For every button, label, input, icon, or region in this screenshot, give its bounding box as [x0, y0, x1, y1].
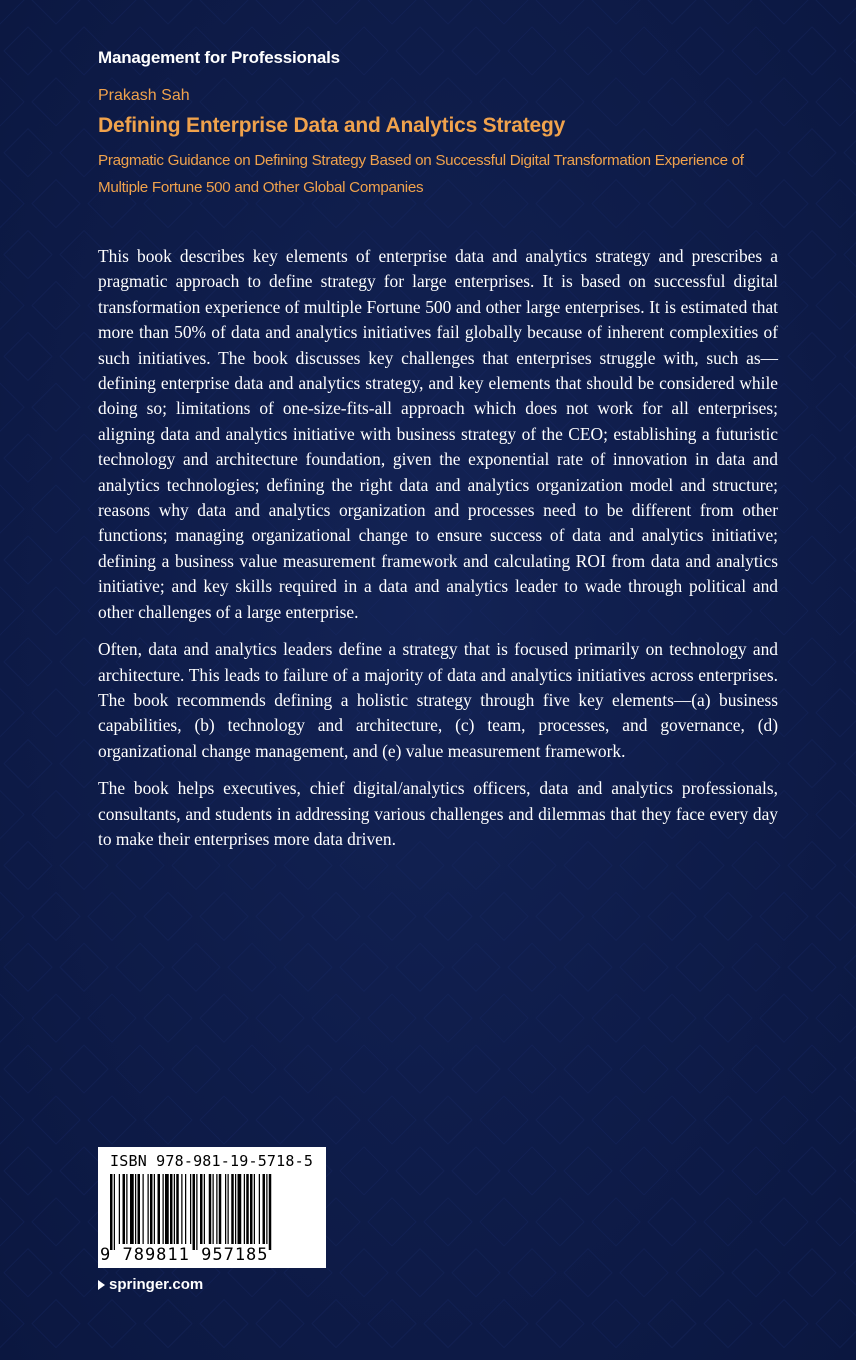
- barcode-bar: [143, 1174, 144, 1244]
- pattern-diamond: [32, 587, 80, 635]
- barcode-bar: [193, 1174, 196, 1250]
- pattern-diamond: [4, 332, 52, 380]
- barcode-bar: [176, 1174, 179, 1244]
- pattern-diamond: [536, 994, 584, 1042]
- pattern-diamond: [116, 943, 164, 991]
- pattern-diamond: [4, 638, 52, 686]
- pattern-diamond: [480, 994, 528, 1042]
- pattern-diamond: [4, 434, 52, 482]
- pattern-diamond: [396, 1147, 444, 1195]
- pattern-diamond: [592, 892, 640, 940]
- pattern-diamond: [0, 587, 24, 635]
- pattern-diamond: [4, 1045, 52, 1093]
- pattern-diamond: [144, 892, 192, 940]
- barcode-bar: [181, 1174, 182, 1244]
- pattern-diamond: [788, 27, 836, 75]
- pattern-diamond: [592, 0, 640, 24]
- pattern-diamond: [144, 0, 192, 24]
- pattern-diamond: [704, 1096, 752, 1144]
- barcode-bar: [123, 1174, 126, 1244]
- pattern-diamond: [788, 332, 836, 380]
- pattern-diamond: [368, 0, 416, 24]
- pattern-diamond: [452, 1249, 500, 1297]
- pattern-diamond: [340, 1045, 388, 1093]
- pattern-diamond: [536, 1300, 584, 1348]
- pattern-diamond: [788, 1147, 836, 1195]
- pattern-diamond: [788, 943, 836, 991]
- pattern-diamond: [508, 1045, 556, 1093]
- pattern-diamond: [424, 994, 472, 1042]
- pattern-diamond: [564, 943, 612, 991]
- pattern-diamond: [452, 943, 500, 991]
- pattern-diamond: [452, 27, 500, 75]
- pattern-diamond: [788, 231, 836, 279]
- pattern-diamond: [816, 994, 856, 1042]
- pattern-diamond: [32, 791, 80, 839]
- pattern-diamond: [620, 1249, 668, 1297]
- barcode-bar: [150, 1174, 153, 1244]
- pattern-diamond: [480, 0, 528, 24]
- pattern-diamond: [368, 892, 416, 940]
- pattern-diamond: [788, 434, 836, 482]
- pattern-diamond: [760, 1300, 808, 1348]
- pattern-diamond: [368, 1300, 416, 1348]
- pattern-diamond: [732, 1147, 780, 1195]
- pattern-diamond: [88, 892, 136, 940]
- pattern-diamond: [844, 740, 856, 788]
- pattern-diamond: [704, 1300, 752, 1348]
- pattern-diamond: [0, 180, 24, 228]
- barcode-bar: [263, 1174, 266, 1244]
- barcode-bar: [185, 1174, 186, 1244]
- pattern-diamond: [732, 943, 780, 991]
- pattern-diamond: [424, 892, 472, 940]
- pattern-diamond: [144, 1300, 192, 1348]
- pattern-diamond: [4, 841, 52, 889]
- pattern-diamond: [564, 1147, 612, 1195]
- pattern-diamond: [4, 129, 52, 177]
- barcode-bar: [114, 1174, 115, 1250]
- barcode-bar: [190, 1174, 191, 1244]
- pattern-diamond: [564, 1045, 612, 1093]
- pattern-diamond: [340, 943, 388, 991]
- barcode-bar: [259, 1174, 260, 1244]
- pattern-diamond: [816, 1198, 856, 1246]
- pattern-diamond: [88, 0, 136, 24]
- pattern-diamond: [4, 943, 52, 991]
- pattern-diamond: [816, 892, 856, 940]
- arrow-right-icon: [98, 1280, 105, 1290]
- pattern-diamond: [480, 892, 528, 940]
- pattern-diamond: [0, 78, 24, 126]
- pattern-diamond: [32, 1300, 80, 1348]
- description-paragraph-3: The book helps executives, chief digital/analytics officers, data and analytics professionals, consultants, and students in addressing various challenges and dilemmas that they face every day to make their enterprises more data driven.: [98, 778, 778, 849]
- barcode-bar: [135, 1174, 136, 1244]
- pattern-diamond: [844, 231, 856, 279]
- subtitle-line-2: Multiple Fortune 500 and Other Global Companies: [98, 179, 424, 196]
- pattern-diamond: [760, 0, 808, 24]
- barcode-bar: [269, 1174, 272, 1250]
- barcode-bar: [250, 1174, 253, 1244]
- pattern-diamond: [228, 943, 276, 991]
- barcode-bar: [119, 1174, 120, 1244]
- pattern-diamond: [648, 1300, 696, 1348]
- barcode-bar: [213, 1174, 214, 1244]
- barcode-bar: [204, 1174, 205, 1244]
- publisher-link-label: springer.com: [109, 1276, 204, 1293]
- barcode-bar: [231, 1174, 234, 1244]
- pattern-diamond: [704, 994, 752, 1042]
- pattern-diamond: [256, 892, 304, 940]
- pattern-diamond: [592, 1198, 640, 1246]
- pattern-diamond: [4, 740, 52, 788]
- pattern-diamond: [0, 0, 24, 24]
- pattern-diamond: [536, 1198, 584, 1246]
- pattern-diamond: [732, 1249, 780, 1297]
- barcode-bar: [110, 1174, 113, 1250]
- pattern-diamond: [0, 1300, 24, 1348]
- pattern-diamond: [4, 536, 52, 584]
- pattern-diamond: [788, 638, 836, 686]
- pattern-diamond: [564, 1249, 612, 1297]
- pattern-diamond: [816, 180, 856, 228]
- pattern-diamond: [620, 1045, 668, 1093]
- pattern-diamond: [816, 1300, 856, 1348]
- barcode-bar: [225, 1174, 226, 1244]
- barcode-bar: [165, 1174, 169, 1244]
- barcode-bar: [216, 1174, 217, 1244]
- barcode-bar: [196, 1174, 197, 1250]
- pattern-diamond: [256, 0, 304, 24]
- pattern-diamond: [816, 1096, 856, 1144]
- pattern-diamond: [256, 1096, 304, 1144]
- barcode-bar: [170, 1174, 173, 1244]
- pattern-diamond: [0, 383, 24, 431]
- barcode-bar: [163, 1174, 164, 1244]
- pattern-diamond: [788, 1249, 836, 1297]
- series-name: Management for Professionals: [98, 48, 340, 67]
- book-description: [98, 244, 778, 864]
- pattern-diamond: [620, 1147, 668, 1195]
- pattern-diamond: [788, 1045, 836, 1093]
- pattern-diamond: [0, 1198, 24, 1246]
- barcode-bar: [174, 1174, 175, 1244]
- pattern-diamond: [648, 78, 696, 126]
- pattern-diamond: [116, 1045, 164, 1093]
- pattern-diamond: [788, 740, 836, 788]
- pattern-diamond: [452, 1045, 500, 1093]
- pattern-diamond: [648, 1096, 696, 1144]
- pattern-diamond: [228, 1045, 276, 1093]
- barcode-bar: [238, 1174, 242, 1244]
- pattern-diamond: [144, 994, 192, 1042]
- pattern-diamond: [760, 78, 808, 126]
- pattern-diamond: [620, 27, 668, 75]
- pattern-diamond: [4, 1147, 52, 1195]
- pattern-diamond: [480, 1300, 528, 1348]
- pattern-diamond: [676, 1045, 724, 1093]
- barcode-bar: [200, 1174, 203, 1244]
- barcode-bar: [130, 1174, 134, 1244]
- pattern-diamond: [0, 281, 24, 329]
- pattern-diamond: [844, 1249, 856, 1297]
- pattern-diamond: [32, 78, 80, 126]
- pattern-diamond: [508, 27, 556, 75]
- barcode-bar: [246, 1174, 249, 1244]
- pattern-diamond: [0, 689, 24, 737]
- pattern-diamond: [788, 129, 836, 177]
- pattern-diamond: [676, 27, 724, 75]
- pattern-diamond: [32, 180, 80, 228]
- pattern-diamond: [844, 536, 856, 584]
- pattern-diamond: [760, 1096, 808, 1144]
- pattern-diamond: [480, 1198, 528, 1246]
- pattern-diamond: [704, 892, 752, 940]
- pattern-diamond: [0, 1096, 24, 1144]
- pattern-diamond: [676, 1249, 724, 1297]
- pattern-diamond: [396, 1249, 444, 1297]
- barcode-bar: [138, 1174, 141, 1244]
- pattern-diamond: [844, 1045, 856, 1093]
- pattern-diamond: [788, 536, 836, 584]
- pattern-diamond: [508, 1147, 556, 1195]
- pattern-diamond: [396, 943, 444, 991]
- pattern-diamond: [340, 1147, 388, 1195]
- pattern-diamond: [480, 1096, 528, 1144]
- pattern-diamond: [200, 1096, 248, 1144]
- pattern-diamond: [844, 1147, 856, 1195]
- barcode-bar: [244, 1174, 245, 1244]
- pattern-diamond: [536, 0, 584, 24]
- barcode-bar: [266, 1174, 267, 1244]
- pattern-diamond: [648, 0, 696, 24]
- author-name: Prakash Sah: [98, 87, 190, 104]
- book-subtitle: [98, 147, 788, 201]
- pattern-diamond: [368, 1096, 416, 1144]
- pattern-diamond: [760, 892, 808, 940]
- barcode-bar: [158, 1174, 161, 1244]
- pattern-diamond: [312, 0, 360, 24]
- pattern-diamond: [760, 1198, 808, 1246]
- pattern-diamond: [32, 0, 80, 24]
- pattern-diamond: [648, 1198, 696, 1246]
- pattern-diamond: [368, 1198, 416, 1246]
- pattern-diamond: [816, 0, 856, 24]
- pattern-diamond: [592, 78, 640, 126]
- barcode-bar: [126, 1174, 127, 1244]
- pattern-diamond: [144, 1096, 192, 1144]
- pattern-diamond: [676, 943, 724, 991]
- pattern-diamond: [200, 0, 248, 24]
- pattern-diamond: [32, 1198, 80, 1246]
- barcode-digits: 9 789811 957185: [100, 1245, 269, 1265]
- pattern-diamond: [424, 1198, 472, 1246]
- publisher-link[interactable]: [98, 1276, 203, 1293]
- pattern-diamond: [172, 1045, 220, 1093]
- pattern-diamond: [648, 994, 696, 1042]
- pattern-diamond: [816, 791, 856, 839]
- pattern-diamond: [844, 129, 856, 177]
- pattern-diamond: [0, 892, 24, 940]
- pattern-diamond: [844, 434, 856, 482]
- pattern-diamond: [4, 1249, 52, 1297]
- pattern-diamond: [592, 994, 640, 1042]
- pattern-diamond: [312, 994, 360, 1042]
- pattern-diamond: [648, 892, 696, 940]
- pattern-diamond: [704, 1198, 752, 1246]
- pattern-diamond: [536, 1096, 584, 1144]
- pattern-diamond: [704, 78, 752, 126]
- pattern-diamond: [816, 485, 856, 533]
- barcode-bar: [154, 1174, 155, 1244]
- pattern-diamond: [592, 1096, 640, 1144]
- barcode-bar: [254, 1174, 255, 1244]
- book-title: Defining Enterprise Data and Analytics Strategy: [98, 114, 566, 137]
- pattern-diamond: [256, 1300, 304, 1348]
- pattern-diamond: [676, 1147, 724, 1195]
- pattern-diamond: [88, 1096, 136, 1144]
- pattern-diamond: [312, 892, 360, 940]
- pattern-diamond: [844, 841, 856, 889]
- pattern-diamond: [508, 1249, 556, 1297]
- pattern-diamond: [844, 638, 856, 686]
- pattern-diamond: [452, 1147, 500, 1195]
- pattern-diamond: [620, 943, 668, 991]
- pattern-diamond: [844, 332, 856, 380]
- pattern-diamond: [816, 383, 856, 431]
- pattern-diamond: [256, 994, 304, 1042]
- isbn-barcode: [98, 1147, 326, 1268]
- pattern-diamond: [0, 994, 24, 1042]
- pattern-diamond: [592, 1300, 640, 1348]
- pattern-diamond: [88, 994, 136, 1042]
- pattern-diamond: [0, 485, 24, 533]
- pattern-diamond: [32, 485, 80, 533]
- pattern-diamond: [732, 27, 780, 75]
- pattern-diamond: [0, 791, 24, 839]
- pattern-diamond: [32, 281, 80, 329]
- pattern-diamond: [172, 943, 220, 991]
- description-paragraph-2: Often, data and analytics leaders define a strategy that is focused primarily on technology and architecture. This leads to failure of a majority of data and analytics initiatives across enterprises. The book recommends defining a holistic strategy through five key elements—(a) business capabilities, (b) technology and architecture, (c) team, processes, and governance, (d) organizational change management, and (e) value measurement framework.: [98, 639, 778, 761]
- pattern-diamond: [340, 1249, 388, 1297]
- pattern-diamond: [816, 587, 856, 635]
- pattern-diamond: [368, 994, 416, 1042]
- pattern-diamond: [424, 1096, 472, 1144]
- pattern-diamond: [732, 1045, 780, 1093]
- pattern-diamond: [536, 892, 584, 940]
- pattern-diamond: [396, 27, 444, 75]
- barcode-bar: [228, 1174, 229, 1244]
- pattern-diamond: [760, 994, 808, 1042]
- pattern-diamond: [340, 27, 388, 75]
- barcode-bar: [235, 1174, 236, 1244]
- pattern-diamond: [788, 841, 836, 889]
- pattern-diamond: [312, 1096, 360, 1144]
- pattern-diamond: [312, 1300, 360, 1348]
- pattern-diamond: [60, 943, 108, 991]
- pattern-diamond: [816, 689, 856, 737]
- pattern-diamond: [200, 892, 248, 940]
- pattern-diamond: [88, 1300, 136, 1348]
- pattern-diamond: [284, 943, 332, 991]
- subtitle-line-1: Pragmatic Guidance on Defining Strategy Based on Successful Digital Transformation Experience of: [98, 152, 744, 169]
- pattern-diamond: [32, 383, 80, 431]
- barcode-bar: [209, 1174, 212, 1244]
- pattern-diamond: [32, 892, 80, 940]
- pattern-diamond: [32, 1096, 80, 1144]
- pattern-diamond: [32, 994, 80, 1042]
- pattern-diamond: [396, 1045, 444, 1093]
- pattern-diamond: [424, 1300, 472, 1348]
- pattern-diamond: [200, 994, 248, 1042]
- description-paragraph-1: This book describes key elements of enterprise data and analytics strategy and prescribes a pragmatic approach to define strategy for large enterprises. It is based on successful digital transformation experience of multiple Fortune 500 and other large enterprises. It is estimated that more than 50% of data and analytics initiatives fail globally because of inherent complexities of such initiatives. The book discusses key challenges that enterprises struggle with, such as—defining enterprise data and analytics strategy, and key elements that should be considered while doing so; limitations of one-size-fits-all approach which does not work for all enterprises; aligning data and analytics initiative with business strategy of the CEO; establishing a futuristic technology and architecture foundation, given the exponential rate of innovation in data and analytics technologies; defining the right data and analytics organization model and structure; reasons why data and analytics organization and processes need to be different from other functions; managing organizational change to ensure success of data and analytics initiative; defining a business value measurement framework and calculating ROI from data and analytics initiative; and key skills required in a data and analytics leader to wade through political and other challenges of a large enterprise.: [98, 246, 778, 622]
- isbn-number: ISBN 978-981-19-5718-5: [110, 1152, 314, 1170]
- pattern-diamond: [508, 943, 556, 991]
- pattern-diamond: [284, 1045, 332, 1093]
- pattern-diamond: [4, 231, 52, 279]
- pattern-diamond: [424, 0, 472, 24]
- pattern-diamond: [704, 0, 752, 24]
- pattern-diamond: [844, 27, 856, 75]
- pattern-diamond: [4, 27, 52, 75]
- pattern-diamond: [200, 1300, 248, 1348]
- pattern-diamond: [844, 943, 856, 991]
- pattern-diamond: [816, 281, 856, 329]
- barcode-bar: [148, 1174, 149, 1244]
- barcode-bar: [219, 1174, 222, 1244]
- pattern-diamond: [564, 27, 612, 75]
- pattern-diamond: [816, 78, 856, 126]
- pattern-diamond: [60, 1045, 108, 1093]
- pattern-diamond: [32, 689, 80, 737]
